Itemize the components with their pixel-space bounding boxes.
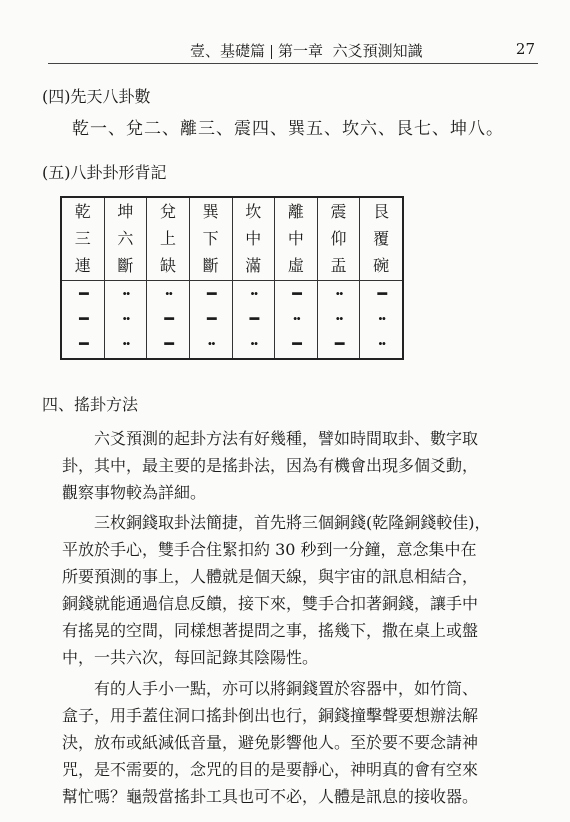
trigram-cell-kan bbox=[232, 197, 275, 281]
text-line: 盒子，用手蓋住洞口搖卦倒出也行，銅錢撞擊聲要想辦法解 bbox=[62, 706, 479, 725]
section4-heading: (四)先天八卦數 bbox=[42, 87, 151, 106]
trigram-cell-zhen bbox=[317, 197, 360, 281]
text-line: 六爻預測的起卦方法有好幾種，譬如時間取卦、數字取 bbox=[62, 429, 479, 448]
trigram-cell-xun bbox=[189, 197, 232, 281]
trigram-name: 乾 bbox=[74, 202, 91, 221]
trigram-mnemonic: 仰 bbox=[330, 229, 347, 248]
text-line: 觀察事物較為詳細。 bbox=[62, 483, 207, 502]
text-line: 中，一共六次，每回記錄其陰陽性。 bbox=[62, 648, 319, 667]
trigram-mnemonic: 三 bbox=[74, 229, 91, 248]
header-chapter: 第一章 bbox=[278, 42, 324, 60]
trigram-mnemonic: 下 bbox=[202, 229, 219, 248]
text-line: 三枚銅錢取卦法簡捷，首先將三個銅錢(乾隆銅錢較佳)， bbox=[62, 513, 491, 532]
yao-line: ·· bbox=[334, 284, 343, 303]
yao-line: ·· bbox=[121, 334, 129, 353]
trigram-mnemonic: 盂 bbox=[330, 256, 347, 275]
trigram-cell-li bbox=[275, 197, 318, 281]
trigram-lines-gen bbox=[360, 281, 403, 360]
text-line: 咒，是不需要的，念咒的目的是要靜心，神明真的會有空來 bbox=[62, 760, 479, 779]
yao-line: ━ bbox=[78, 284, 87, 303]
text-line: 平放於手心，雙手合住緊扣約 30 秒到一分鐘，意念集中在 bbox=[62, 540, 477, 559]
text-line: 幫忙嗎？龜殼當搖卦工具也可不必，人體是訊息的接收器。 bbox=[62, 787, 479, 806]
method-heading: 四、搖卦方法 bbox=[42, 395, 139, 414]
yao-line: ·· bbox=[164, 284, 172, 303]
trigram-lines-qian bbox=[61, 281, 104, 360]
trigram-cell-dui bbox=[147, 197, 190, 281]
trigram-names-row bbox=[61, 197, 403, 281]
trigram-mnemonic: 中 bbox=[287, 229, 304, 248]
trigram-mnemonic: 中 bbox=[245, 229, 262, 248]
method-paragraph-1 bbox=[62, 425, 482, 506]
yao-line: ━ bbox=[292, 284, 300, 303]
trigram-cell-gen bbox=[360, 197, 403, 281]
yao-line: ·· bbox=[377, 309, 385, 328]
trigram-mnemonic: 斷 bbox=[202, 256, 219, 275]
section5-heading: (五)八卦卦形背記 bbox=[42, 163, 167, 182]
header-rule bbox=[48, 63, 538, 64]
trigram-lines-kan bbox=[232, 281, 275, 360]
header-part: 壹、基礎篇 bbox=[190, 42, 266, 60]
trigram-name: 艮 bbox=[373, 202, 390, 221]
text-line: 所要預測的事上，人體就是個天線，與宇宙的訊息相結合， bbox=[62, 567, 479, 586]
text-line: 決，放布或紙減低音量，避免影響他人。至於要不要念請神 bbox=[62, 733, 479, 752]
trigram-mnemonic: 覆 bbox=[373, 229, 390, 248]
text-line: 銅錢就能通過信息反饋，接下來，雙手合扣著銅錢，讓手中 bbox=[62, 594, 479, 613]
trigram-name: 坤 bbox=[117, 202, 134, 221]
trigram-table bbox=[60, 196, 404, 360]
yao-line: ━ bbox=[249, 309, 258, 328]
yao-line: ━ bbox=[78, 309, 87, 328]
text-line: 有的人手小一點，亦可以將銅錢置於容器中，如竹筒、 bbox=[62, 679, 479, 698]
trigram-lines-li bbox=[275, 281, 318, 360]
trigram-lines-xun bbox=[189, 281, 232, 360]
page-number: 27 bbox=[515, 40, 535, 58]
method-paragraph-3 bbox=[62, 675, 482, 810]
trigram-lines-row bbox=[61, 281, 403, 360]
yao-line: ·· bbox=[292, 309, 300, 328]
yao-line: ·· bbox=[207, 334, 215, 353]
yao-line: ━ bbox=[334, 334, 343, 353]
header-divider bbox=[271, 45, 272, 59]
yao-line: ·· bbox=[121, 309, 129, 328]
yao-line: ━ bbox=[164, 334, 172, 353]
trigram-lines-zhen bbox=[317, 281, 360, 360]
yao-line: ━ bbox=[206, 309, 215, 328]
yao-line: ·· bbox=[377, 334, 385, 353]
trigram-name: 坎 bbox=[245, 202, 262, 221]
section4-content: 乾一、兌二、離三、震四、巽五、坎六、艮七、坤八。 bbox=[72, 119, 504, 139]
trigram-lines-dui bbox=[147, 281, 190, 360]
trigram-mnemonic: 連 bbox=[74, 256, 91, 275]
trigram-mnemonic: 六 bbox=[117, 229, 134, 248]
trigram-cell-qian bbox=[61, 197, 104, 281]
yao-line: ━ bbox=[377, 284, 385, 303]
trigram-name: 巽 bbox=[202, 202, 219, 221]
running-header bbox=[190, 40, 535, 61]
trigram-mnemonic: 滿 bbox=[245, 256, 262, 275]
yao-line: ━ bbox=[164, 309, 172, 328]
trigram-mnemonic: 碗 bbox=[373, 256, 390, 275]
yao-line: ━ bbox=[292, 334, 300, 353]
header-chapter-title: 六爻預測知識 bbox=[332, 42, 423, 60]
yao-line: ·· bbox=[121, 284, 129, 303]
trigram-mnemonic: 斷 bbox=[117, 256, 134, 275]
yao-line: ·· bbox=[334, 309, 343, 328]
trigram-mnemonic: 上 bbox=[160, 229, 177, 248]
trigram-mnemonic: 虛 bbox=[287, 256, 304, 275]
yao-line: ·· bbox=[249, 284, 257, 303]
yao-line: ━ bbox=[206, 284, 215, 303]
trigram-mnemonic: 缺 bbox=[160, 256, 177, 275]
trigram-name: 震 bbox=[330, 202, 347, 221]
trigram-cell-kun bbox=[104, 197, 147, 281]
trigram-lines-kun bbox=[104, 281, 147, 360]
yao-line: ━ bbox=[78, 334, 87, 353]
text-line: 卦，其中，最主要的是搖卦法，因為有機會出現多個爻動， bbox=[62, 456, 479, 475]
method-paragraph-2 bbox=[62, 509, 491, 671]
text-line: 有搖晃的空間，同樣想著提問之事，搖幾下，撒在桌上或盤 bbox=[62, 621, 479, 640]
trigram-name: 兌 bbox=[160, 202, 177, 221]
yao-line: ·· bbox=[249, 334, 257, 353]
trigram-name: 離 bbox=[287, 202, 304, 221]
